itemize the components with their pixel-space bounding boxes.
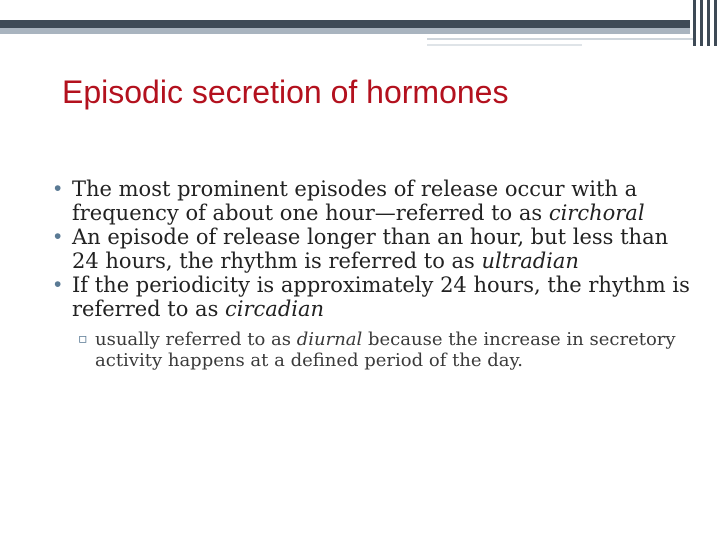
- bullet-text: If the periodicity is approximately 24 hours, the rhythm is referred to as: [72, 273, 690, 321]
- sub-bullet-text: usually referred to as: [95, 329, 297, 350]
- bullet-marker: •: [54, 177, 62, 200]
- slide-title: Episodic secretion of hormones: [62, 74, 509, 110]
- bullet-marker: •: [54, 225, 62, 248]
- bullet-text: An episode of release longer than an hour, but less than 24 hours, the rhythm is referred to as: [72, 225, 669, 273]
- top-decorative-bar-shadow: [0, 28, 690, 34]
- top-decorative-bar: [0, 20, 690, 28]
- slide-body: [54, 177, 694, 371]
- bullet-term: circadian: [225, 297, 325, 321]
- decorative-rule-short: [427, 44, 582, 46]
- sub-bullet-marker: ▫: [78, 331, 88, 347]
- bullet-marker: •: [54, 273, 62, 296]
- bullet-item: [54, 225, 694, 273]
- bullet-item: [54, 273, 694, 321]
- bullet-item: [54, 177, 694, 225]
- sub-bullet-text-end: because the increase in secretory activity happens at a defined period of the day.: [95, 329, 676, 371]
- bullet-term: circhoral: [548, 201, 645, 225]
- sub-bullet-item: [78, 329, 695, 371]
- bullet-text: The most prominent episodes of release occur with a frequency of about one hour—referred to as: [72, 177, 638, 225]
- bullet-term: ultradian: [481, 249, 579, 273]
- corner-stripes: [690, 0, 720, 46]
- sub-bullet-term: diurnal: [296, 329, 363, 350]
- decorative-rule: [427, 38, 695, 40]
